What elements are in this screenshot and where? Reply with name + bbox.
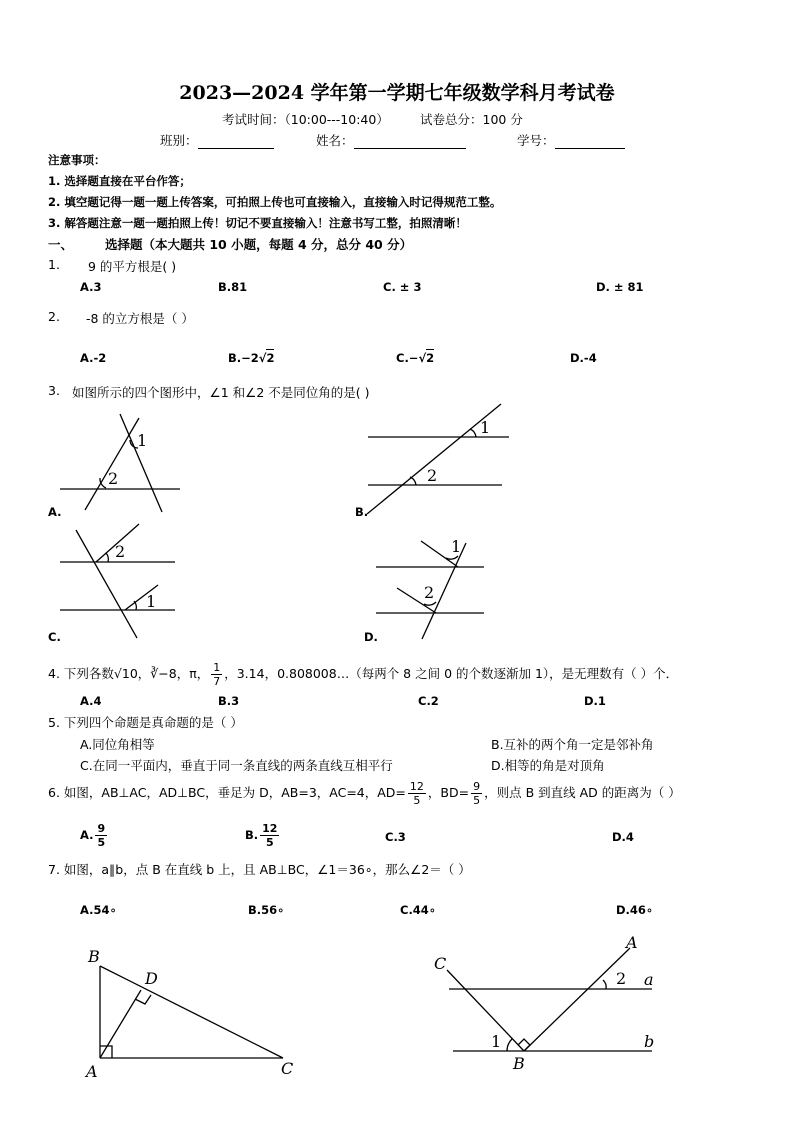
q6-option-c[interactable]: C.3: [385, 830, 406, 844]
q1-stem: 9 的平方根是( ): [88, 259, 177, 274]
q1-option-a[interactable]: A.3: [80, 280, 102, 294]
total-score: 试卷总分：100 分: [420, 112, 523, 127]
fig6-label-b: B: [88, 947, 100, 966]
q6-option-b[interactable]: B. $\frac{12}{5}$: [245, 822, 278, 849]
fig7-label-line-a: a: [644, 970, 654, 989]
fig-d-angle-1: 1: [451, 537, 462, 556]
q3-option-b[interactable]: B.: [355, 505, 369, 519]
fig-c-angle-1: 1: [146, 592, 157, 611]
q2-number: 2.: [48, 309, 60, 324]
q3-option-c[interactable]: C.: [48, 630, 61, 644]
id-field: 学号：: [517, 131, 625, 149]
q5-option-d[interactable]: D.相等的角是对顶角: [491, 758, 605, 773]
class-blank: [198, 135, 274, 149]
class-field: 班别：: [160, 131, 274, 149]
q4-option-c[interactable]: C.2: [418, 694, 439, 708]
q1-option-b[interactable]: B.81: [218, 280, 248, 294]
fig-b-angle-1: 1: [480, 418, 491, 437]
q4-option-a[interactable]: A.4: [80, 694, 102, 708]
q2-option-a[interactable]: A.-2: [80, 351, 107, 365]
id-blank: [555, 135, 625, 149]
q1-option-d[interactable]: D. ± 81: [596, 280, 644, 294]
q3-option-d[interactable]: D.: [364, 630, 378, 644]
q3-option-a[interactable]: A.: [48, 505, 62, 519]
q1-number: 1.: [48, 257, 60, 272]
exam-time: 考试时间：（10:00---10:40）: [222, 112, 389, 127]
fig-a-angle-2: 2: [108, 469, 119, 488]
q6-option-d[interactable]: D.4: [612, 830, 634, 844]
fig6-label-c: C: [281, 1059, 294, 1078]
fig7-angle-2: 2: [616, 969, 627, 988]
notes-heading: 注意事项：: [48, 153, 106, 167]
name-blank: [354, 135, 466, 149]
q4-fraction: $\frac{1}{7}$: [213, 661, 221, 688]
q1-option-c[interactable]: C. ± 3: [383, 280, 422, 294]
q6-bd-fraction: $\frac{9}{5}$: [473, 780, 481, 807]
fig7-label-a-point: A: [626, 933, 638, 952]
fig7-label-c: C: [434, 954, 447, 973]
fig7-angle-1: 1: [491, 1032, 502, 1051]
q4-option-b[interactable]: B.3: [218, 694, 240, 708]
fig7-label-b-point: B: [513, 1054, 525, 1073]
q4-option-d[interactable]: D.1: [584, 694, 606, 708]
q6-stem: 6. 如图，AB⊥AC，AD⊥BC，垂足为 D，AB=3，AC=4，AD= $\frac{12}{5}$ ，BD= $\frac{9}{5}$ ，则点 B 到直线 AD 的距离为（ ）: [48, 780, 681, 807]
q4-stem: 4. 下列各数√10，∛−8，π， $\frac{1}{7}$ ，3.14，0.808008…（每两个 8 之间 0 的个数逐渐加 1），是无理数有（ ）个．: [48, 661, 679, 688]
q2-option-b[interactable]: B.−2√2: [228, 351, 275, 365]
fig7-label-line-b: b: [644, 1032, 655, 1051]
name-field: 姓名：: [316, 131, 466, 149]
q7-option-d[interactable]: D.46∘: [616, 903, 654, 917]
q7-option-c[interactable]: C.44∘: [400, 903, 437, 917]
q2-option-d[interactable]: D.-4: [570, 351, 597, 365]
q5-option-b[interactable]: B.互补的两个角一定是邻补角: [491, 737, 654, 752]
q7-option-b[interactable]: B.56∘: [248, 903, 285, 917]
q5-stem: 5. 下列四个命题是真命题的是（ ）: [48, 715, 243, 730]
note-item-3: 3. 解答题注意一题一题拍照上传！切记不要直接输入！注意书写工整，拍照清晰！: [48, 216, 467, 230]
q5-option-c[interactable]: C.在同一平面内，垂直于同一条直线的两条直线互相平行: [80, 758, 393, 773]
q3-number: 3.: [48, 383, 60, 398]
section-title: 选择题（本大题共 10 小题，每题 4 分，总分 40 分）: [105, 237, 413, 252]
q3-stem: 如图所示的四个图形中，∠1 和∠2 不是同位角的是( ): [72, 385, 370, 400]
fig-d-angle-2: 2: [424, 583, 435, 602]
q2-stem: -8 的立方根是（ ）: [86, 311, 194, 326]
page-title: 2023—2024 学年第一学期七年级数学科月考试卷: [179, 82, 615, 104]
q7-option-a[interactable]: A.54∘: [80, 903, 117, 917]
q6-q7-figures: [0, 930, 794, 1080]
q3-figures: [0, 395, 794, 650]
fig-c-angle-2: 2: [115, 542, 126, 561]
fig-a-angle-1: 1: [137, 431, 148, 450]
q6-option-a[interactable]: A. $\frac{9}{5}$: [80, 822, 106, 849]
fig6-label-d: D: [145, 969, 158, 988]
fig6-label-a: A: [86, 1062, 98, 1080]
section-number: 一、: [48, 237, 74, 252]
note-item-2: 2. 填空题记得一题一题上传答案，可拍照上传也可直接输入，直接输入时记得规范工整。: [48, 195, 502, 209]
fig-b-angle-2: 2: [427, 466, 438, 485]
q5-option-a[interactable]: A.同位角相等: [80, 737, 155, 752]
q6-ad-fraction: $\frac{12}{5}$: [409, 780, 424, 807]
q2-option-c[interactable]: C.−√2: [396, 351, 435, 365]
q7-stem: 7. 如图，a∥b，点 B 在直线 b 上，且 AB⊥BC，∠1＝36∘，那么∠2＝（ ）: [48, 862, 471, 877]
note-item-1: 1. 选择题直接在平台作答；: [48, 174, 191, 188]
